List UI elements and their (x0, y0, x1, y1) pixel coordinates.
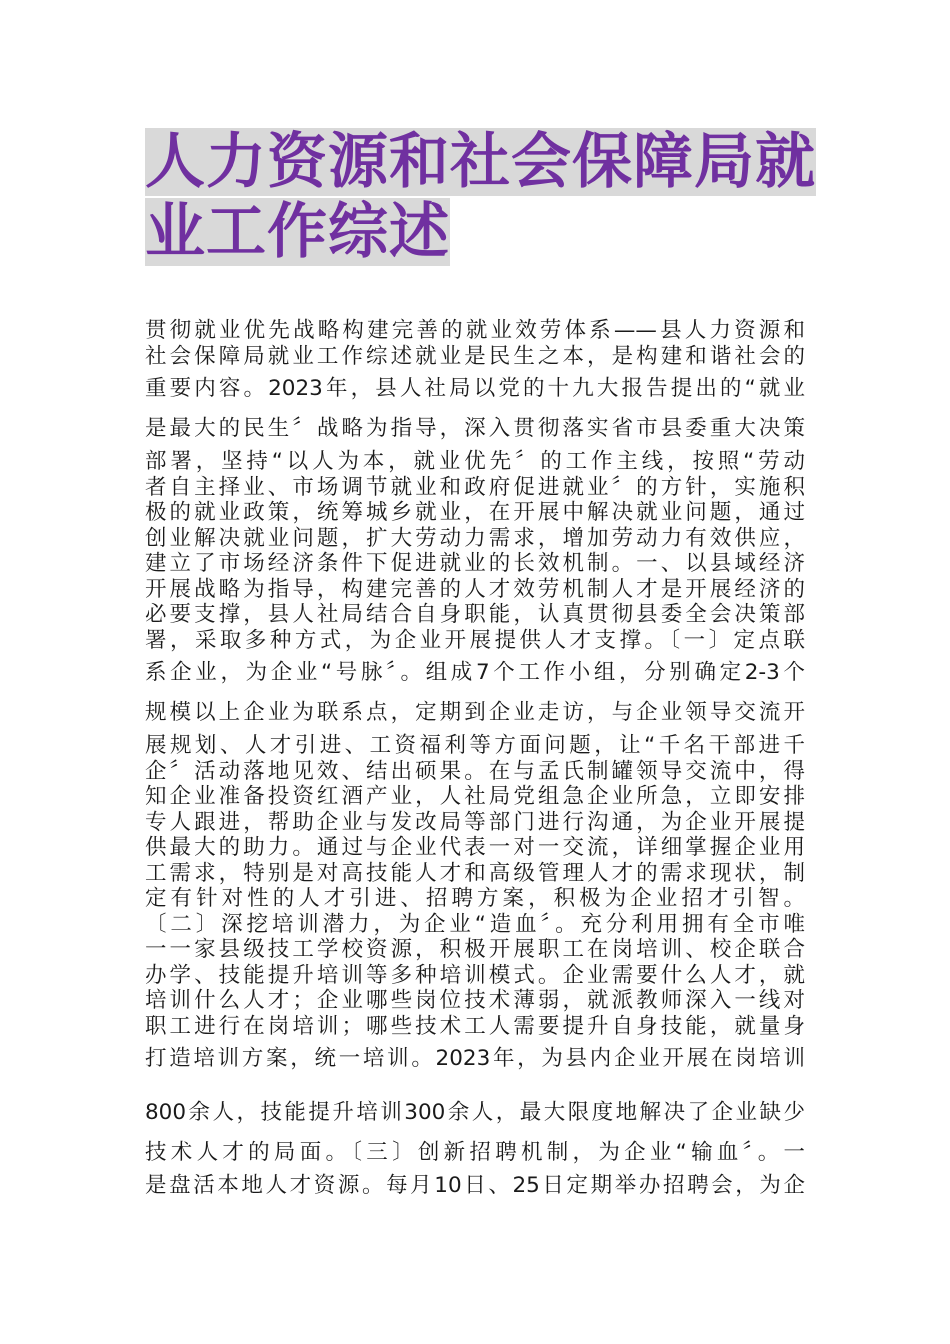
title-line-2: 业工作综述 (145, 197, 450, 267)
body-line: 办学、技能提升培训等多种培训模式。企业需要什么人才，就 (145, 962, 805, 988)
body-line: 定有针对性的人才引进、招聘方案，积极为企业招才引智。 (145, 886, 805, 911)
body-line: 建立了市场经济条件下促进就业的长效机制。一、以县域经济 (145, 551, 805, 576)
body-line: 职工进行在岗培训；哪些技术工人需要提升自身技能，就量身 (145, 1013, 805, 1039)
body-line: 技术人才的局面。〔三〕创新招聘机制，为企业“输血〞。一 (145, 1140, 805, 1165)
body-line: 一一家县级技工学校资源，积极开展职工在岗培训、校企联合 (145, 937, 805, 962)
body-line: 800余人，技能提升培训300余人，最大限度地解决了企业缺少 (145, 1100, 805, 1125)
body-line: 重要内容。2023年，县人社局以党的十九大报告提出的“就业 (145, 376, 805, 401)
document-body (145, 318, 805, 1199)
body-line: 是盘活本地人才资源。每月10日、25日定期举办招聘会，为企 (145, 1173, 805, 1198)
body-line: 系企业，为企业“号脉〞。组成7个工作小组，分别确定2-3个 (145, 660, 805, 685)
body-line: 极的就业政策，统筹城乡就业，在开展中解决就业问题，通过 (145, 500, 805, 525)
body-line: 供最大的助力。通过与企业代表一对一交流，详细掌握企业用 (145, 835, 805, 860)
body-line: 部署，坚持“以人为本，就业优先〞的工作主线，按照“劳动 (145, 449, 805, 474)
body-line: 企〞活动落地见效、结出硕果。在与孟氏制罐领导交流中，得 (145, 758, 805, 784)
body-line: 者自主择业、市场调节就业和政府促进就业〞的方针，实施积 (145, 474, 805, 500)
title-line-1: 人力资源和社会保障局就 (145, 127, 816, 197)
body-line: 开展战略为指导，构建完善的人才效劳机制人才是开展经济的 (145, 576, 805, 602)
body-line: 专人跟进，帮助企业与发改局等部门进行沟通，为企业开展提 (145, 809, 805, 835)
body-line: 培训什么人才；企业哪些岗位技术薄弱，就派教师深入一线对 (145, 988, 805, 1013)
body-line: 是最大的民生〞战略为指导，深入贯彻落实省市县委重大决策 (145, 416, 805, 441)
body-line: 规模以上企业为联系点，定期到企业走访，与企业领导交流开 (145, 700, 805, 725)
body-line: 展规划、人才引进、工资福利等方面问题，让“千名干部进千 (145, 733, 805, 758)
body-line: 创业解决就业问题，扩大劳动力需求，增加劳动力有效供应， (145, 525, 805, 551)
body-line: 〔二〕深挖培训潜力，为企业“造血〞。充分利用拥有全市唯 (145, 911, 805, 937)
body-line: 打造培训方案，统一培训。2023年，为县内企业开展在岗培训 (145, 1046, 805, 1071)
body-line: 社会保障局就业工作综述就业是民生之本，是构建和谐社会的 (145, 343, 805, 369)
body-line: 必要支撑，县人社局结合自身职能，认真贯彻县委全会决策部 (145, 602, 805, 627)
body-line: 知企业准备投资红酒产业，人社局党组急企业所急，立即安排 (145, 784, 805, 809)
body-line: 贯彻就业优先战略构建完善的就业效劳体系——县人力资源和 (145, 318, 805, 343)
document-title (145, 128, 815, 266)
body-line: 工需求，特别是对高技能人才和高级管理人才的需求现状，制 (145, 860, 805, 886)
body-line: 署，采取多种方式，为企业开展提供人才支撑。〔一〕定点联 (145, 627, 805, 653)
